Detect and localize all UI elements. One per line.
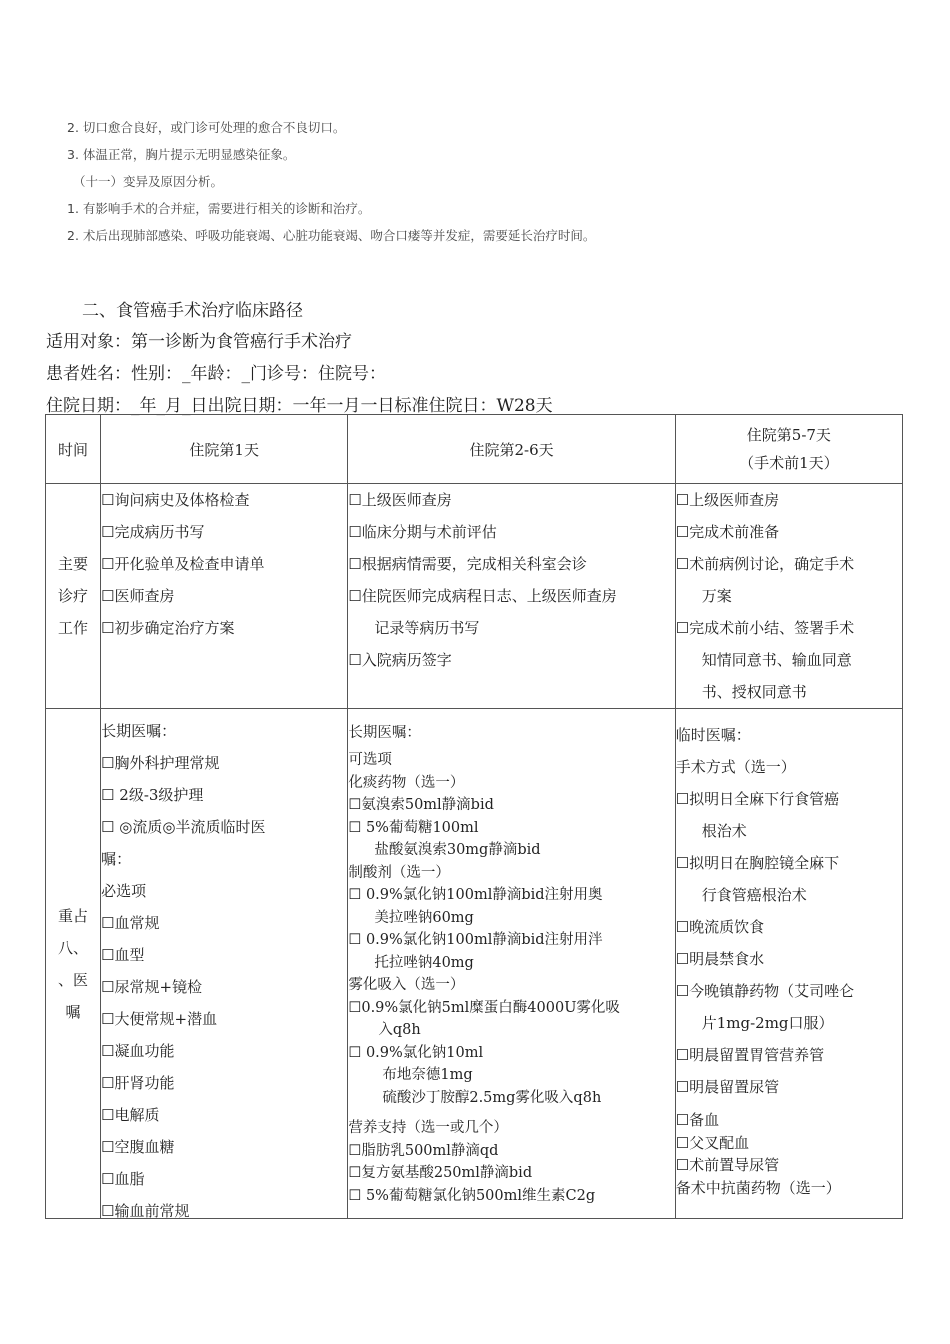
item-continuation: 托拉唑钠40mg — [374, 954, 474, 971]
checkbox-item[interactable]: ☐上级医师查房 — [675, 491, 780, 509]
checkbox-item[interactable]: ☐拟明日全麻下行食管癌 — [675, 790, 840, 808]
checkbox-item[interactable]: ☐临床分期与术前评估 — [348, 523, 497, 541]
checkbox-item[interactable]: ☐明晨留置尿管 — [675, 1078, 780, 1096]
checkbox-item[interactable]: ☐今晚镇静药物（艾司唑仑 — [675, 982, 855, 1000]
orders-subheading: 可选项 — [348, 752, 392, 768]
item-continuation: 知情同意书、输血同意 — [701, 651, 852, 669]
checkbox-item[interactable]: ☐ 2级-3级护理 — [101, 786, 204, 804]
cell-main-day1 — [101, 484, 348, 709]
header-row — [46, 415, 903, 484]
checkbox-item[interactable]: ☐空腹血糖 — [101, 1138, 175, 1156]
checkbox-item[interactable]: ☐备血 — [675, 1111, 720, 1129]
checkbox-item[interactable]: ☐术前病例讨论，确定手术 — [675, 555, 855, 573]
orders-subheading: 雾化吸入（选一） — [348, 977, 465, 993]
checkbox-item[interactable]: ☐上级医师查房 — [348, 491, 452, 509]
item-continuation: 布地奈德1mg — [382, 1067, 473, 1083]
orders-heading: 必选项 — [101, 882, 147, 900]
checkbox-item[interactable]: ☐输血前常规 — [101, 1202, 190, 1218]
row-label-char: 、医 — [58, 970, 89, 989]
checkbox-item[interactable]: ☐根据病情需要，完成相关科室会诊 — [348, 555, 587, 573]
checkbox-item[interactable]: ☐脂肪乳500ml静滴qd — [348, 1142, 499, 1159]
orders-subheading: 手术方式（选一） — [675, 758, 796, 776]
checkbox-item[interactable]: ☐ 5%葡萄糖100ml — [348, 819, 479, 836]
row-label-orders — [46, 709, 101, 1219]
header-day3 — [675, 415, 902, 484]
orders-heading: 长期医嘱： — [348, 725, 421, 741]
checkbox-item[interactable]: ☐初步确定治疗方案 — [101, 619, 235, 637]
row-label-char: 诊疗 — [58, 587, 89, 605]
cell-orders-day2 — [348, 709, 675, 1219]
checkbox-item[interactable]: ☐血型 — [101, 946, 145, 964]
checkbox-item[interactable]: ☐明晨禁食水 — [675, 950, 765, 968]
checkbox-item[interactable]: ☐询问病史及体格检查 — [101, 491, 250, 509]
checkbox-item[interactable]: ☐父叉配血 — [675, 1133, 750, 1152]
item-continuation: 行食管癌根治术 — [701, 886, 807, 904]
checkbox-item[interactable]: ☐电解质 — [101, 1106, 160, 1124]
checkbox-item[interactable]: ☐拟明日在胸腔镜全麻下 — [675, 854, 840, 872]
cell-orders-day1 — [101, 709, 348, 1219]
checkbox-item[interactable]: ☐完成病历书写 — [101, 523, 205, 541]
checkbox-item[interactable]: ☐尿常规+镜检 — [101, 978, 203, 996]
checkbox-item[interactable]: ☐肝肾功能 — [101, 1074, 175, 1092]
header-day3-line1: 住院第5-7天 — [746, 426, 831, 444]
checkbox-item[interactable]: ☐入院病历签字 — [348, 651, 452, 669]
orders-heading: 嘱： — [101, 850, 132, 868]
checkbox-item[interactable]: ☐ 0.9%氯化钠100ml静滴bid注射用泮 — [348, 932, 603, 948]
checkbox-item[interactable]: ☐ 0.9%氯化钠10ml — [348, 1044, 484, 1061]
note-line: 2. 术后出现肺部感染、呼吸功能衰竭、心脏功能衰竭、吻合口瘘等并发症，需要延长治疗时间。 — [67, 228, 596, 243]
item-continuation: 片1mg-2mg口服） — [701, 1014, 834, 1032]
notes-block — [67, 118, 595, 253]
cell-orders-day3 — [675, 709, 902, 1219]
checkbox-item[interactable]: ☐完成术前小结、签署手术 — [675, 619, 855, 637]
item-continuation: 美拉唑钠60mg — [374, 909, 474, 926]
note-line: （十一）变异及原因分析。 — [73, 174, 224, 189]
target-info: 适用对象：第一诊断为食管癌行手术治疗 — [46, 332, 352, 352]
row-label-char: 重占 — [58, 906, 89, 925]
checkbox-item[interactable]: ☐ 0.9%氯化钠100ml静滴bid注射用奥 — [348, 887, 603, 903]
patient-info: 患者姓名：性别：_年龄：_门诊号：住院号： — [46, 364, 386, 384]
orders-heading: 临时医嘱： — [675, 726, 751, 744]
checkbox-item[interactable]: ☐胸外科护理常规 — [101, 754, 220, 772]
note-line: 2. 切口愈合良好，或门诊可处理的愈合不良切口。 — [67, 120, 346, 135]
orders-heading: 长期医嘱： — [101, 722, 177, 740]
note-line: 1. 有影响手术的合并症，需要进行相关的诊断和治疗。 — [67, 201, 371, 216]
header-day1: 住院第1天 — [101, 415, 348, 484]
item-continuation: 盐酸氨溴索30mg静滴bid — [374, 842, 541, 858]
checkbox-item[interactable]: ☐住院医师完成病程日志、上级医师查房 — [348, 587, 617, 605]
checkbox-item[interactable]: ☐开化验单及检查申请单 — [101, 555, 265, 573]
row-label-char: 八、 — [58, 938, 89, 957]
row-label-char: 主要 — [58, 555, 89, 573]
checkbox-item[interactable]: ☐晚流质饮食 — [675, 918, 765, 936]
row-orders — [46, 709, 903, 1219]
row-label-main-work — [46, 484, 101, 709]
item-continuation: 根治术 — [701, 822, 747, 840]
orders-subheading: 备术中抗菌药物（选一） — [675, 1178, 841, 1197]
cell-main-day2 — [348, 484, 675, 709]
clinical-pathway-table — [45, 414, 903, 1219]
item-continuation: 硫酸沙丁胺醇2.5mg雾化吸入q8h — [382, 1089, 602, 1106]
row-label-char: 工作 — [58, 619, 89, 637]
header-day2: 住院第2-6天 — [348, 415, 675, 484]
checkbox-item[interactable]: ☐凝血功能 — [101, 1042, 175, 1060]
checkbox-item[interactable]: ☐完成术前准备 — [675, 523, 780, 541]
orders-subheading: 制酸剂（选一） — [348, 864, 450, 881]
checkbox-item[interactable]: ☐氨溴索50ml静滴bid — [348, 797, 494, 813]
dates-info: 住院日期：_年_月_日出院日期：一年一月一日标准住院日：W28天 — [46, 396, 553, 416]
checkbox-item[interactable]: ☐术前置导尿管 — [675, 1156, 780, 1174]
checkbox-item[interactable]: ☐血常规 — [101, 914, 160, 932]
checkbox-item[interactable]: ☐医师查房 — [101, 587, 175, 605]
item-continuation: 入q8h — [378, 1022, 421, 1038]
checkbox-item[interactable]: ☐ 5%葡萄糖氯化钠500ml维生素C2g — [348, 1187, 596, 1204]
item-continuation: 书、授权同意书 — [701, 683, 807, 701]
checkbox-item[interactable]: ☐明晨留置胃管营养管 — [675, 1046, 825, 1064]
row-main-work — [46, 484, 903, 709]
note-line: 3. 体温正常，胸片提示无明显感染征象。 — [67, 147, 296, 162]
item-continuation: 万案 — [701, 587, 732, 605]
section-title: 二、食管癌手术治疗临床路径 — [82, 301, 303, 321]
row-label-char: 嘱 — [65, 1002, 81, 1021]
checkbox-item[interactable]: ☐血脂 — [101, 1170, 145, 1188]
checkbox-item[interactable]: ☐复方氨基酸250ml静滴bid — [348, 1165, 533, 1181]
header-day3-line2: （手术前1天） — [739, 454, 839, 472]
header-time: 时间 — [46, 415, 101, 484]
item-continuation: 记录等病历书写 — [374, 619, 480, 637]
checkbox-item[interactable]: ☐0.9%氯化钠5ml糜蛋白酶4000U雾化吸 — [348, 999, 620, 1016]
checkbox-item[interactable]: ☐大便常规+潜血 — [101, 1010, 218, 1028]
orders-subheading: 营养支持（选一或几个） — [348, 1120, 508, 1136]
orders-subheading: 化痰药物（选一） — [348, 774, 465, 791]
checkbox-item[interactable]: ☐ ◎流质◎半流质临时医 — [101, 818, 266, 836]
cell-main-day3 — [675, 484, 902, 709]
